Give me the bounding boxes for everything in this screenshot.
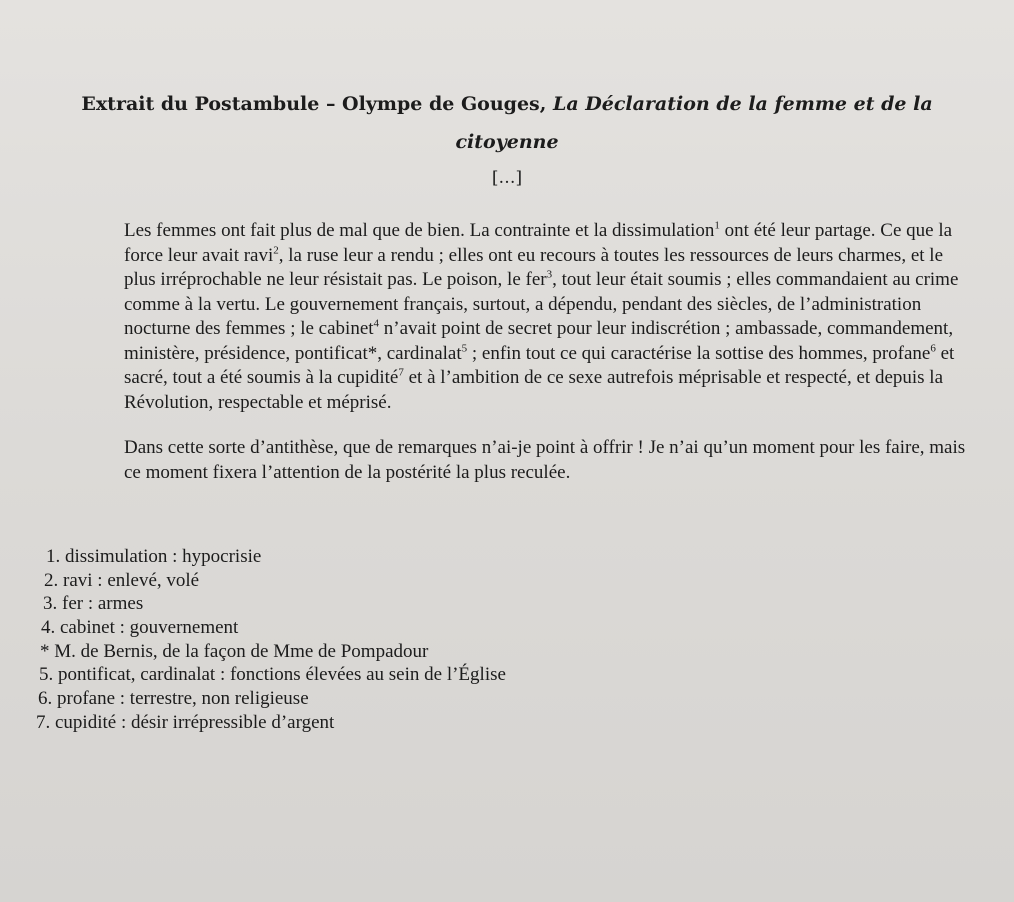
- ellipsis-marker: […]: [491, 168, 523, 188]
- document-title: [0, 85, 1014, 161]
- footnote-ref-3: 3: [546, 268, 553, 281]
- text-segment: , tout leur était soumis ; elles commandaient au crime comme à la vertu. Le gouvernement français, surtout, a dépendu, pendant des siècles, de l’administration nocturne des femmes ; le cabinet: [124, 269, 959, 339]
- footnote-star: * M. de Bernis, de la façon de Mme de Pompadour: [40, 640, 429, 662]
- text-segment: et sacré, tout a été soumis à la cupidité: [124, 342, 955, 388]
- footnote-ref-2: 2: [273, 244, 279, 257]
- text-segment: ; enfin tout ce qui caractérise la sottise des hommes, profane: [467, 342, 931, 364]
- footnote-ref-6: 6: [930, 342, 936, 355]
- footnote-5: 5. pontificat, cardinalat : fonctions élevées au sein de l’Église: [39, 664, 506, 686]
- footnote-ref-1: 1: [714, 219, 720, 232]
- footnote-6: 6. profane : terrestre, non religieuse: [38, 688, 309, 710]
- footnote-ref-5: 5: [461, 342, 468, 355]
- text-segment: , la ruse leur a rendu ; elles ont eu recours à toutes les ressources de leurs charmes, et le plus irréprochable ne leur résistait pas. Le poison, le fer: [124, 244, 944, 290]
- text-segment: et à l’ambition de ce sexe autrefois méprisable et respecté, et depuis la Révolution, respectable et méprisé.: [124, 367, 944, 413]
- paragraph-2: Dans cette sorte d’antithèse, que de remarques n’ai-je point à offrir ! Je n’ai qu’un moment pour les faire, mais ce moment fixera l’attention de la postérité la plus reculée.: [124, 437, 966, 483]
- footnote-4: 4. cabinet : gouvernement: [41, 617, 239, 639]
- title-prefix: Extrait du Postambule – Olympe de Gouges,: [81, 93, 553, 115]
- text-segment: Les femmes ont fait plus de mal que de bien. La contrainte et la dissimulation: [124, 220, 715, 241]
- footnotes-list: [36, 545, 506, 735]
- footnote-ref-4: 4: [373, 317, 380, 330]
- footnote-3: 3. fer : armes: [43, 593, 144, 615]
- text-segment: ont été leur partage. Ce que la force leur avait ravi: [124, 220, 953, 266]
- footnote-7: 7. cupidité : désir irrépressible d’argent: [36, 711, 335, 733]
- text-segment: n’avait point de secret pour leur indiscrétion ; ambassade, commandement, ministère, présidence, pontificat*, cardinalat: [124, 318, 954, 364]
- footnote-2: 2. ravi : enlevé, volé: [44, 569, 200, 591]
- paragraph-1: [124, 219, 974, 415]
- title-work: La Déclaration de la femme et de la citoyenne: [455, 93, 933, 153]
- footnote-1: 1. dissimulation : hypocrisie: [46, 546, 262, 567]
- footnote-ref-7: 7: [398, 366, 404, 379]
